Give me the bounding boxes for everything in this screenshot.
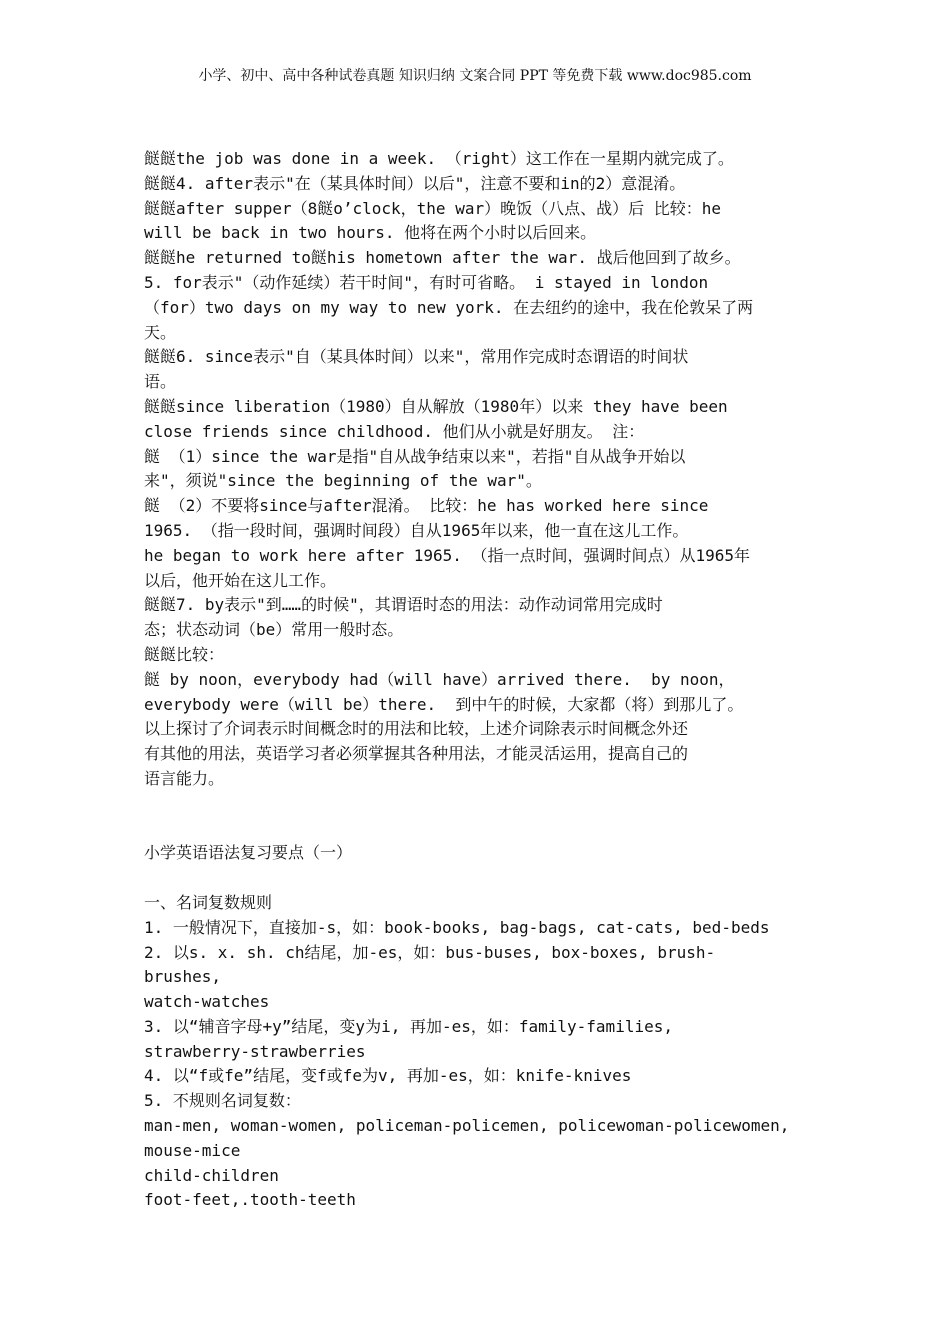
- text-line: 5. for表示"（动作延续）若干时间"，有时可省略。 i stayed in london: [144, 272, 709, 292]
- text-line: strawberry-strawberries: [144, 1041, 366, 1061]
- document-body: [144, 147, 810, 1213]
- spacer: [144, 866, 810, 891]
- text-line: 有其他的用法，英语学习者必须掌握其各种用法，才能灵活运用，提高自己的: [144, 744, 689, 764]
- text-line: 1965. （指一段时间，强调时间段）自从1965年以来，他一直在这儿工作。: [144, 520, 689, 540]
- text-line: 餸 （2）不要将since与after混淆。 比较：he has worked here since: [144, 496, 709, 516]
- text-line: 来"，须说"since the beginning of the war"。: [144, 471, 542, 491]
- text-line: 餸餸since liberation（1980）自从解放（1980年）以来 they have been: [144, 396, 728, 416]
- text-line: 5. 不规则名词复数：: [144, 1091, 301, 1111]
- text-line: will be back in two hours. 他将在两个小时以后回来。: [144, 223, 597, 243]
- text-line: 天。: [144, 322, 177, 342]
- text-line: 餸餸4. after表示"在（某具体时间）以后"，注意不要和in的2）意混淆。: [144, 173, 686, 193]
- text-line: 语言能力。: [144, 768, 225, 788]
- text-line: mouse-mice: [144, 1140, 241, 1160]
- text-line: he began to work here after 1965. （指一点时间，强调时间点）从1965年: [144, 545, 751, 565]
- text-line: 餸餸6. since表示"自（某具体时间）以来"，常用作完成时态谓语的时间状: [144, 347, 689, 367]
- spacer: [144, 792, 810, 842]
- text-line: watch-watches: [144, 992, 270, 1012]
- text-line: 餸餸after supper（8餸o’clock，the war）晚饭（八点、战）后 比较：he: [144, 198, 721, 218]
- text-line: 餸餸7. by表示"到……的时候"，其谓语时态的用法：动作动词常用完成时: [144, 595, 663, 615]
- text-line: 以后，他开始在这儿工作。: [144, 570, 337, 590]
- text-line: （for）two days on my way to new york. 在去纽约的途中，我在伦敦呆了两: [144, 297, 754, 317]
- text-line: 餸餸比较：: [144, 644, 225, 664]
- text-line: 餸餸he returned to餸his hometown after the war. 战后他回到了故乡。: [144, 248, 741, 268]
- text-line: everybody were（will be）there. 到中午的时候，大家都（将）到那儿了。: [144, 694, 744, 714]
- text-line: foot-feet,.tooth-teeth: [144, 1190, 356, 1210]
- preposition-time-section: [144, 147, 810, 792]
- text-line: child-children: [144, 1165, 279, 1185]
- text-line: close friends since childhood. 他们从小就是好朋友。 注：: [144, 421, 645, 441]
- text-line: 餸餸the job was done in a week. （right）这工作在一星期内就完成了。: [144, 149, 734, 168]
- grammar-review-section: [144, 841, 810, 1213]
- text-line: 餸 （1）since the war是指"自从战争结束以来"，若指"自从战争开始以: [144, 446, 686, 466]
- text-line: 以上探讨了介词表示时间概念时的用法和比较，上述介词除表示时间概念外还: [144, 719, 689, 739]
- section-title: 小学英语语法复习要点（一）: [144, 843, 353, 863]
- text-line: 2. 以s. x. sh. ch结尾，加-es，如：bus-buses, box-boxes, brush-: [144, 942, 716, 962]
- page-header: 小学、初中、高中各种试卷真题 知识归纳 文案合同 PPT 等免费下载 www.doc985.com: [198, 68, 752, 84]
- text-line: 态；状态动词（be）常用一般时态。: [144, 620, 404, 640]
- text-line: man-men, woman-women, policeman-policemen, policewoman-policewomen,: [144, 1116, 790, 1136]
- text-line: 一、名词复数规则: [144, 892, 273, 912]
- text-line: 1. 一般情况下，直接加-s，如：book-books, bag-bags, cat-cats, bed-beds: [144, 917, 770, 937]
- text-line: 餸 by noon，everybody had（will have）arrived there. by noon，: [144, 669, 735, 689]
- text-line: 语。: [144, 372, 177, 392]
- text-line: brushes,: [144, 967, 222, 987]
- text-line: 4. 以“f或fe”结尾，变f或fe为v, 再加-es，如：knife-knives: [144, 1066, 632, 1086]
- text-line: 3. 以“辅音字母+y”结尾，变y为i, 再加-es，如：family-families,: [144, 1016, 673, 1036]
